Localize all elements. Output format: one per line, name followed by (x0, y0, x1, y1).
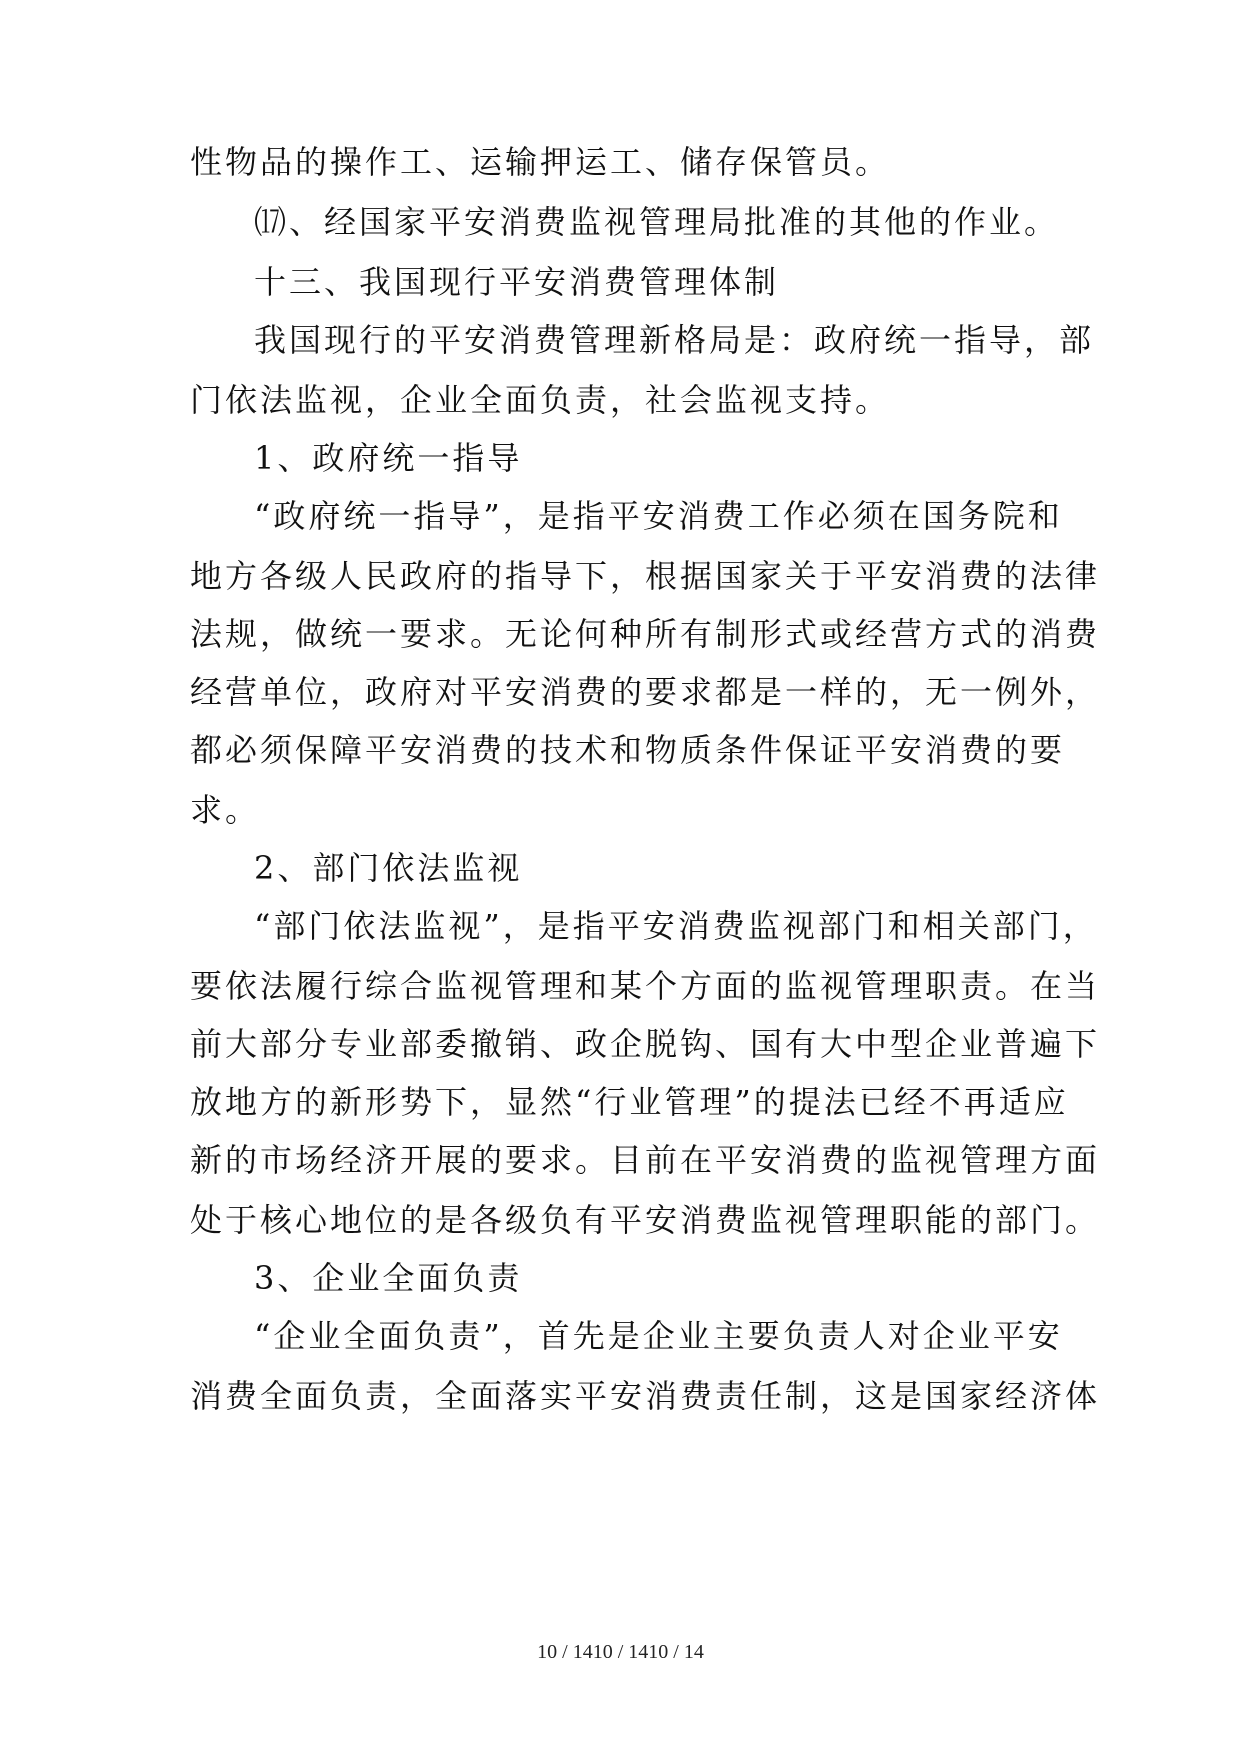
text-line: 要依法履行综合监视管理和某个方面的监视管理职责。在当 (190, 967, 1101, 1005)
page-number: 10 / 1410 / 1410 / 14 (537, 1641, 704, 1663)
text-line: “企业全面负责”，首先是企业主要负责人对企业平安 (254, 1317, 1063, 1355)
section-heading: 十三、我国现行平安消费管理体制 (254, 263, 780, 301)
text-line: 新的市场经济开展的要求。目前在平安消费的监视管理方面 (190, 1141, 1101, 1179)
text-line: 我国现行的平安消费管理新格局是：政府统一指导，部 (254, 321, 1095, 359)
text-line: “政府统一指导”，是指平安消费工作必须在国务院和 (254, 497, 1063, 535)
text-line: 放地方的新形势下，显然“行业管理”的提法已经不再适应 (190, 1083, 1069, 1121)
text-line: 处于核心地位的是各级负有平安消费监视管理职能的部门。 (190, 1201, 1101, 1239)
text-line: 消费全面负责，全面落实平安消费责任制，这是国家经济体 (190, 1377, 1101, 1415)
subsection-heading: 2、部门依法监视 (254, 849, 523, 887)
text-line: 地方各级人民政府的指导下，根据国家关于平安消费的法律 (190, 557, 1101, 595)
text-line: 性物品的操作工、运输押运工、储存保管员。 (190, 143, 891, 181)
subsection-heading: 1、政府统一指导 (254, 439, 523, 477)
text-line: 门依法监视，企业全面负责，社会监视支持。 (190, 381, 891, 419)
text-line: 前大部分专业部委撤销、政企脱钩、国有大中型企业普遍下 (190, 1025, 1101, 1063)
text-line: “部门依法监视”，是指平安消费监视部门和相关部门， (254, 907, 1098, 945)
text-line: 经营单位，政府对平安消费的要求都是一样的，无一例外， (190, 673, 1101, 711)
subsection-heading: 3、企业全面负责 (254, 1259, 523, 1297)
text-line: ⒄、经国家平安消费监视管理局批准的其他的作业。 (254, 203, 1060, 241)
text-line: 都必须保障平安消费的技术和物质条件保证平安消费的要 (190, 731, 1066, 769)
text-line: 法规，做统一要求。无论何种所有制形式或经营方式的消费 (190, 615, 1101, 653)
text-line: 求。 (190, 791, 261, 829)
